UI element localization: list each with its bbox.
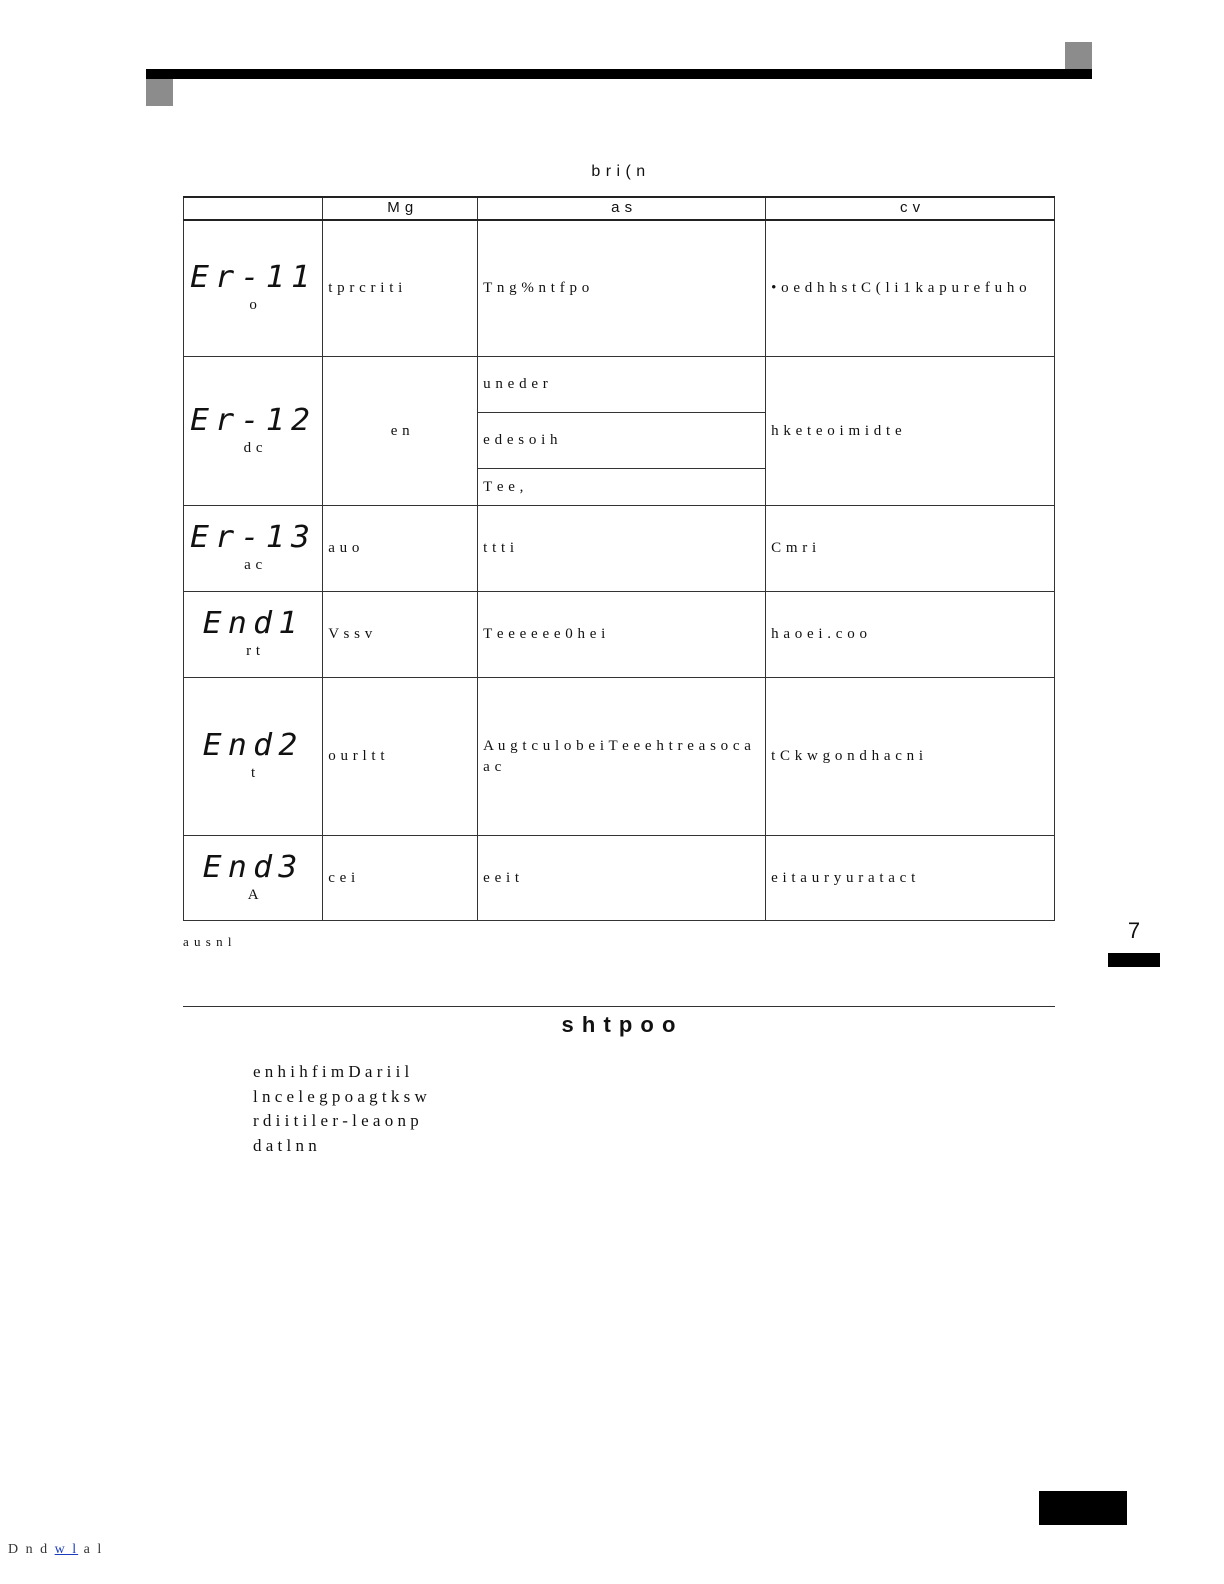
meaning-cell: e n: [323, 357, 478, 506]
page-number-box: [1039, 1491, 1127, 1525]
footer-prefix: D n d: [8, 1542, 50, 1557]
display-sub: a c: [244, 557, 263, 574]
segment-display: End2: [202, 728, 304, 764]
header-meaning: M g: [323, 197, 478, 220]
paragraph-line: d a t l n n: [253, 1135, 317, 1155]
display-sub: o: [249, 297, 257, 313]
section-heading: s h t p o o: [561, 1012, 677, 1037]
table-header-row: [184, 197, 1055, 220]
cause-cell: A u g t c u l o b e i T e e e h t r e a s o c a a c: [478, 678, 766, 836]
action-cell: C m r i: [766, 506, 1055, 592]
segment-display: Er-13: [189, 520, 317, 556]
table-caption: b r i ( n: [591, 163, 646, 180]
display-sub: d c: [243, 439, 263, 456]
display-sub: t: [251, 765, 256, 782]
table-row: [184, 592, 1055, 678]
footer-link[interactable]: w l: [54, 1542, 79, 1557]
footer-suffix: a l: [83, 1542, 104, 1557]
header-cause: a s: [478, 197, 766, 220]
cause-cell: T e e ,: [478, 469, 766, 506]
display-cell: [184, 220, 323, 357]
meaning-cell: V s s v: [323, 592, 478, 678]
section-rule: [183, 1006, 1055, 1007]
meaning-cell: t p r c r i t i: [323, 220, 478, 357]
meaning-cell: c e i: [323, 836, 478, 921]
cause-cell: T n g % n t f p o: [478, 220, 766, 357]
meaning-cell: o u r l t t: [323, 678, 478, 836]
header-action: c v: [766, 197, 1055, 220]
table-row: [184, 836, 1055, 921]
action-cell: h k e t e o i m i d t e: [766, 357, 1055, 506]
cause-cell: u n e d e r: [478, 357, 766, 413]
segment-display: Er-12: [189, 402, 317, 438]
footer: [8, 1542, 103, 1558]
cause-cell: T e e e e e e 0 h e i: [478, 592, 766, 678]
cause-cell: t t t i: [478, 506, 766, 592]
meaning-cell: a u o: [323, 506, 478, 592]
action-cell: t C k w g o n d h a c n i: [766, 678, 1055, 836]
action-cell: • o e d h h s t C ( l i 1 k a p u r e f u h o: [766, 220, 1055, 357]
segment-display: End1: [202, 606, 304, 642]
table-row: [184, 506, 1055, 592]
display-cell: [184, 836, 323, 921]
action-cell: h a o e i . c o o: [766, 592, 1055, 678]
body-paragraph: [253, 1060, 1055, 1158]
display-sub: r t: [246, 643, 261, 660]
display-cell: [184, 506, 323, 592]
segment-display: Er-11: [189, 260, 317, 295]
corner-marker-top-right: [1065, 42, 1092, 69]
cause-cell: e d e s o i h: [478, 413, 766, 469]
cause-cell: e e i t: [478, 836, 766, 921]
table-note: a u s n l: [183, 934, 233, 949]
action-cell: e i t a u r y u r a t a c t: [766, 836, 1055, 921]
display-sub: A: [247, 886, 259, 903]
display-cell: [184, 592, 323, 678]
header-display: [184, 197, 323, 220]
paragraph-line: l n c e l e g p o a g t k s w: [253, 1086, 427, 1106]
chapter-tab-bar: [1108, 953, 1160, 967]
display-cell: [184, 678, 323, 836]
table-row: [184, 357, 1055, 413]
paragraph-line: r d i i t i l e r - l e a o n p: [253, 1111, 419, 1130]
display-cell: [184, 357, 323, 506]
corner-marker-top-left: [146, 79, 173, 106]
error-table: [183, 196, 1055, 921]
chapter-tab-number: 7: [1127, 918, 1141, 943]
header-rule: [146, 69, 1092, 79]
segment-display: End3: [202, 849, 304, 885]
table-row: [184, 678, 1055, 836]
paragraph-line: e n h i h f i m D a r i i l: [253, 1062, 410, 1081]
table-row: [184, 220, 1055, 357]
